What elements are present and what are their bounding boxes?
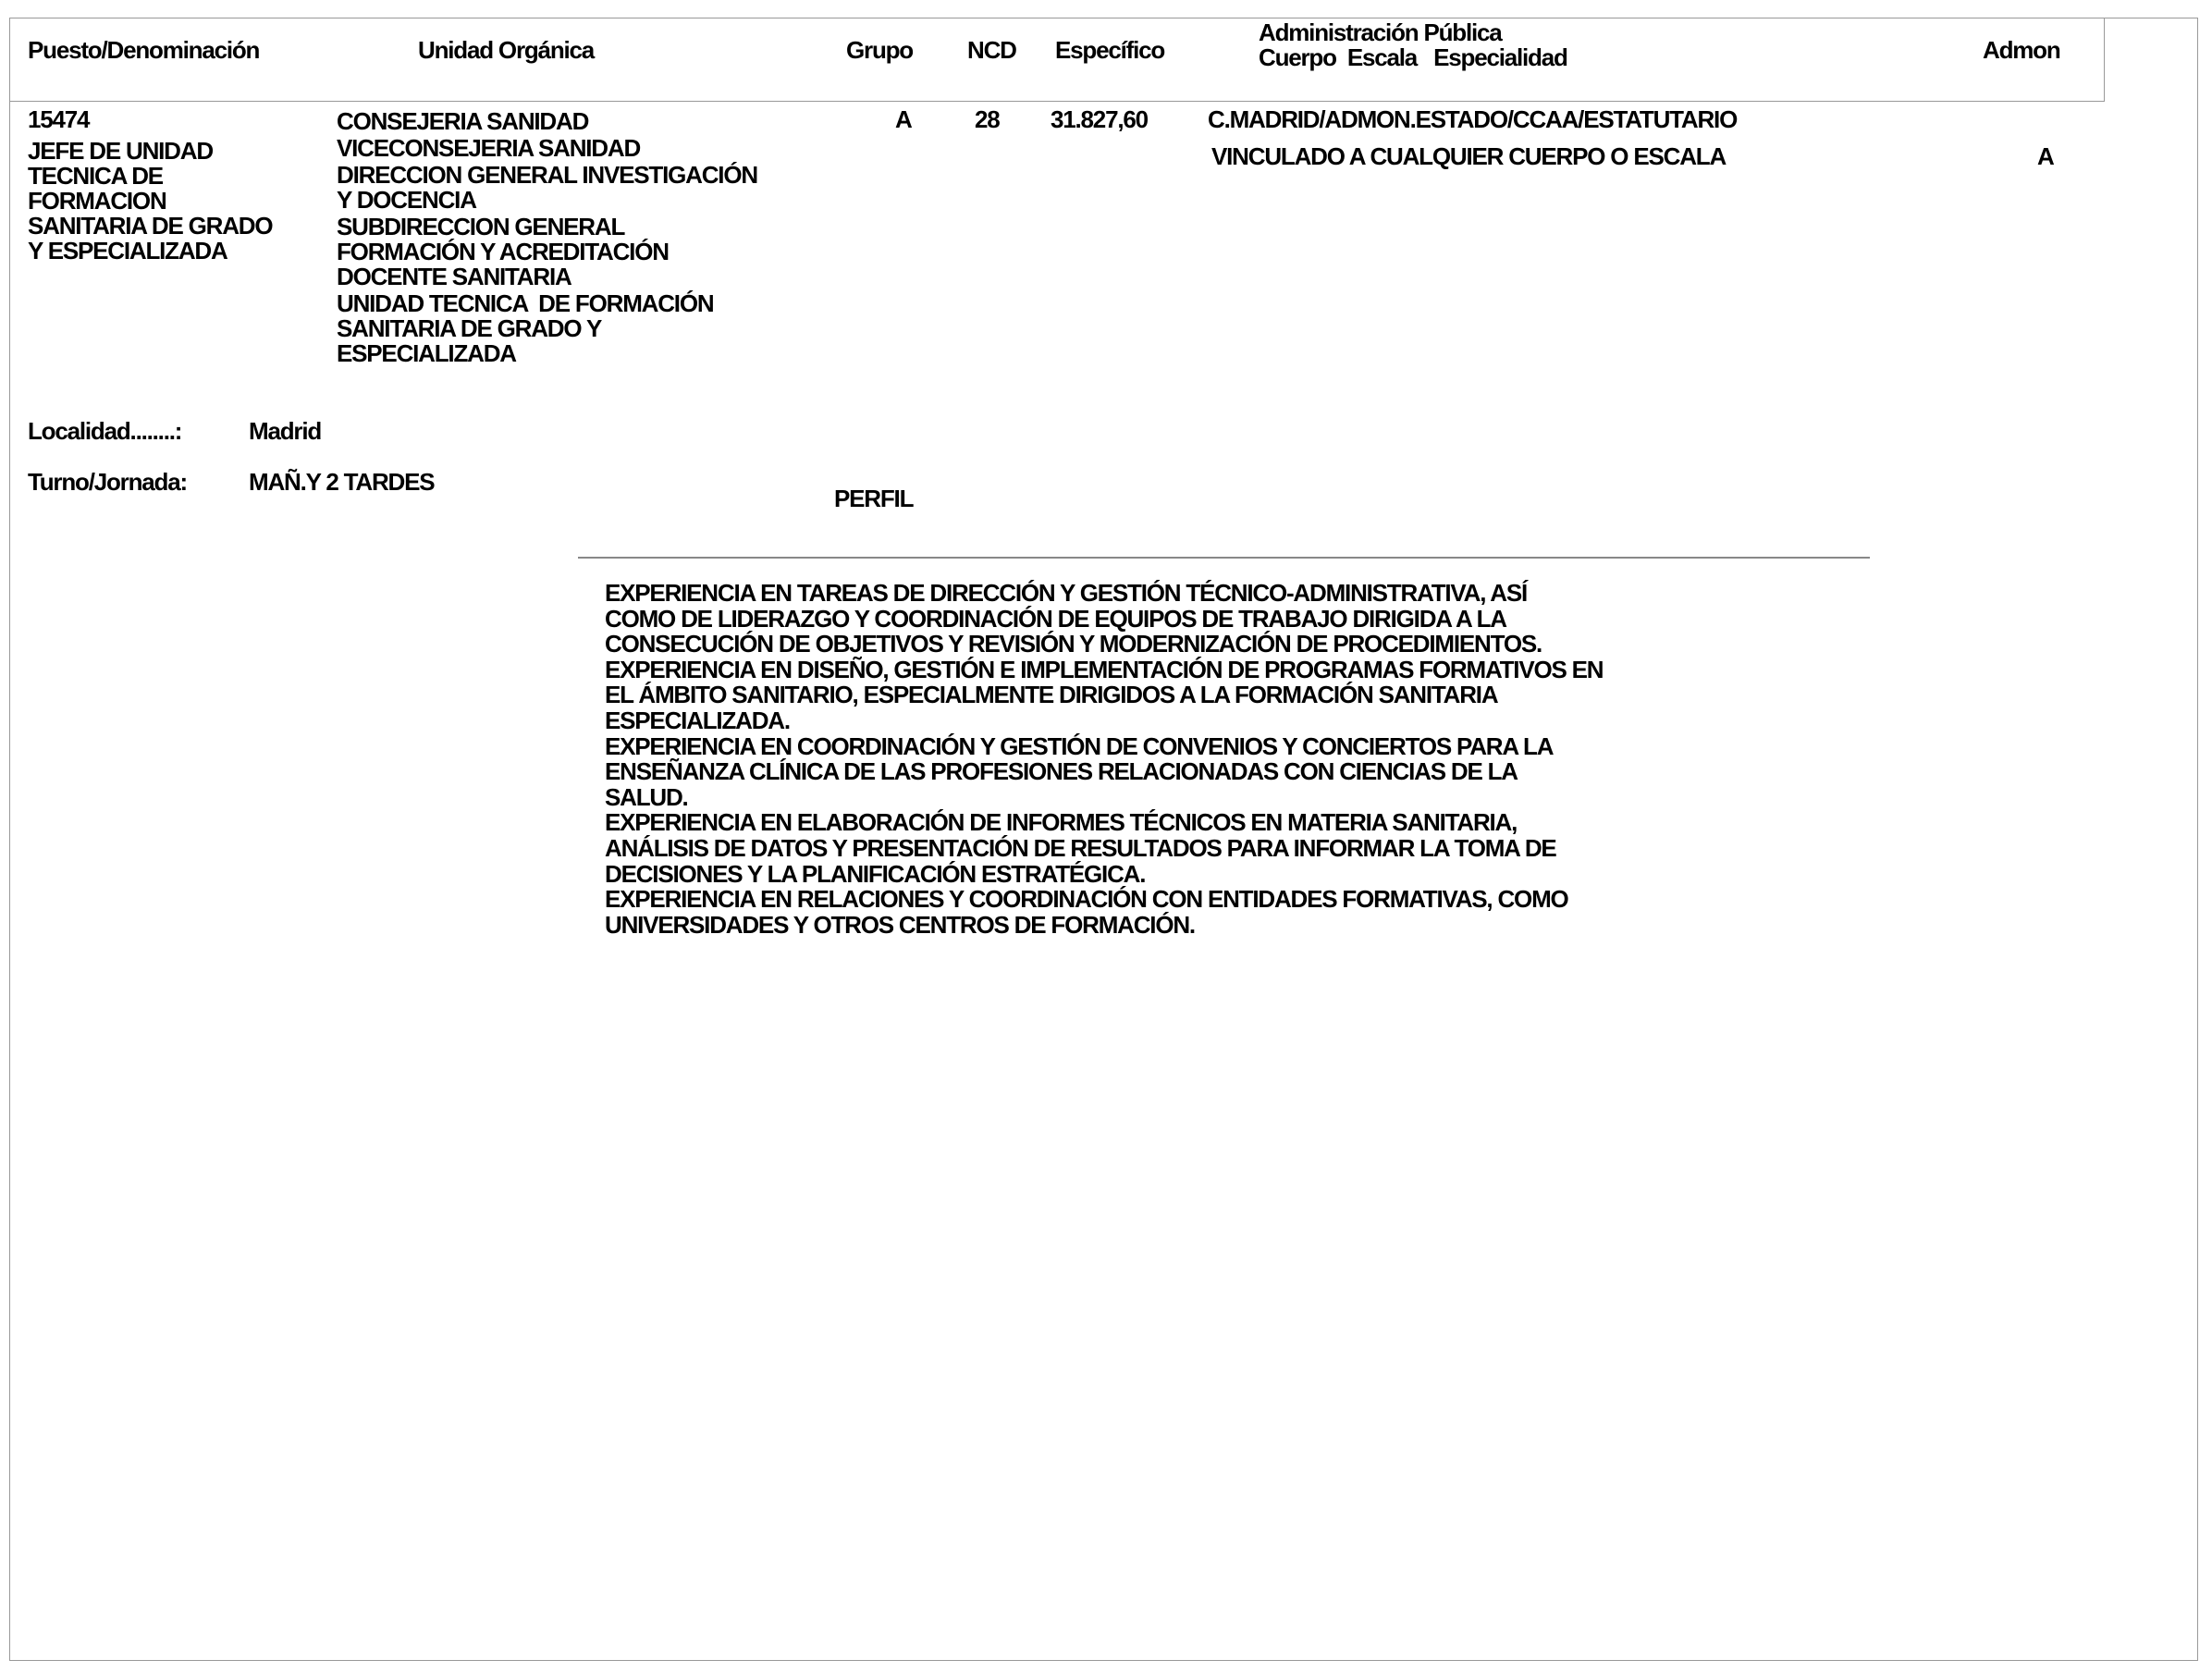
perfil-line: SALUD. bbox=[605, 782, 688, 811]
perfil-line: EXPERIENCIA EN ELABORACIÓN DE INFORMES TÉCNICOS EN MATERIA SANITARIA, bbox=[605, 808, 1518, 837]
record-denominacion bbox=[28, 139, 272, 264]
record-admon: A bbox=[2037, 142, 2054, 170]
header-admon: Admon bbox=[1983, 36, 2060, 64]
localidad-value: Madrid bbox=[249, 417, 322, 445]
header-ncd: NCD bbox=[967, 36, 1016, 64]
perfil-line: EXPERIENCIA EN TAREAS DE DIRECCIÓN Y GESTIÓN TÉCNICO-ADMINISTRATIVA, ASÍ bbox=[605, 579, 1528, 607]
perfil-line: UNIVERSIDADES Y OTROS CENTROS DE FORMACIÓN. bbox=[605, 910, 1195, 939]
perfil-line: EXPERIENCIA EN COORDINACIÓN Y GESTIÓN DE CONVENIOS Y CONCIERTOS PARA LA bbox=[605, 732, 1554, 760]
org-unit bbox=[337, 163, 757, 213]
record-code: 15474 bbox=[28, 105, 90, 133]
org-unit bbox=[337, 291, 757, 366]
denominacion-line: JEFE DE UNIDAD bbox=[28, 137, 213, 165]
header-admin-publica: Administración Pública bbox=[1259, 18, 1502, 46]
record-grupo: A bbox=[895, 105, 912, 133]
org-unit bbox=[337, 109, 757, 134]
org-unit-line: DIRECCION GENERAL INVESTIGACIÓN bbox=[337, 161, 757, 189]
perfil-text bbox=[605, 581, 1603, 938]
perfil-divider bbox=[578, 557, 1870, 559]
record-especifico: 31.827,60 bbox=[1051, 105, 1148, 133]
denominacion-line: FORMACION bbox=[28, 187, 166, 215]
header-especifico: Específico bbox=[1055, 36, 1165, 64]
perfil-line: EXPERIENCIA EN RELACIONES Y COORDINACIÓN CON ENTIDADES FORMATIVAS, COMO bbox=[605, 885, 1568, 914]
org-unit bbox=[337, 136, 757, 161]
record-unidad-organica bbox=[337, 109, 757, 368]
perfil-line: CONSECUCIÓN DE OBJETIVOS Y REVISIÓN Y MODERNIZACIÓN DE PROCEDIMIENTOS. bbox=[605, 630, 1542, 658]
header-grupo: Grupo bbox=[846, 36, 913, 64]
turno-value: MAÑ.Y 2 TARDES bbox=[249, 468, 435, 496]
denominacion-line: SANITARIA DE GRADO bbox=[28, 212, 273, 240]
denominacion-line: Y ESPECIALIZADA bbox=[28, 237, 227, 264]
perfil-line: COMO DE LIDERAZGO Y COORDINACIÓN DE EQUIPOS DE TRABAJO DIRIGIDA A LA bbox=[605, 604, 1506, 633]
org-unit bbox=[337, 215, 757, 289]
perfil-title: PERFIL bbox=[834, 485, 914, 512]
perfil-line: ESPECIALIZADA. bbox=[605, 706, 790, 734]
org-unit-line: SUBDIRECCION GENERAL bbox=[337, 213, 625, 240]
header-unidad: Unidad Orgánica bbox=[418, 36, 595, 64]
header-puesto: Puesto/Denominación bbox=[28, 36, 260, 64]
org-unit-line: DOCENTE SANITARIA bbox=[337, 263, 571, 290]
perfil-line: EL ÁMBITO SANITARIO, ESPECIALMENTE DIRIGIDOS A LA FORMACIÓN SANITARIA bbox=[605, 681, 1498, 709]
org-unit-line: UNIDAD TECNICA DE FORMACIÓN bbox=[337, 289, 714, 317]
perfil-line: ANÁLISIS DE DATOS Y PRESENTACIÓN DE RESULTADOS PARA INFORMAR LA TOMA DE bbox=[605, 833, 1556, 862]
perfil-line: ENSEÑANZA CLÍNICA DE LAS PROFESIONES RELACIONADAS CON CIENCIAS DE LA bbox=[605, 757, 1518, 786]
perfil-line: EXPERIENCIA EN DISEÑO, GESTIÓN E IMPLEMENTACIÓN DE PROGRAMAS FORMATIVOS EN bbox=[605, 655, 1604, 683]
record-ncd: 28 bbox=[975, 105, 1000, 133]
org-unit-line: ESPECIALIZADA bbox=[337, 339, 516, 367]
header-cuerpo-escala: Cuerpo Escala Especialidad bbox=[1259, 43, 1567, 71]
record-cuerpo: VINCULADO A CUALQUIER CUERPO O ESCALA bbox=[1211, 142, 1727, 170]
org-unit-line: CONSEJERIA SANIDAD bbox=[337, 107, 589, 135]
org-unit-line: VICECONSEJERIA SANIDAD bbox=[337, 134, 641, 162]
denominacion-line: TECNICA DE bbox=[28, 162, 163, 190]
perfil-line: DECISIONES Y LA PLANIFICACIÓN ESTRATÉGICA. bbox=[605, 859, 1146, 888]
turno-label: Turno/Jornada: bbox=[28, 468, 187, 496]
org-unit-line: Y DOCENCIA bbox=[337, 186, 476, 214]
record-administracion: C.MADRID/ADMON.ESTADO/CCAA/ESTATUTARIO bbox=[1208, 105, 1738, 133]
localidad-label: Localidad........: bbox=[28, 417, 182, 445]
org-unit-line: SANITARIA DE GRADO Y bbox=[337, 314, 602, 342]
org-unit-line: FORMACIÓN Y ACREDITACIÓN bbox=[337, 238, 669, 265]
